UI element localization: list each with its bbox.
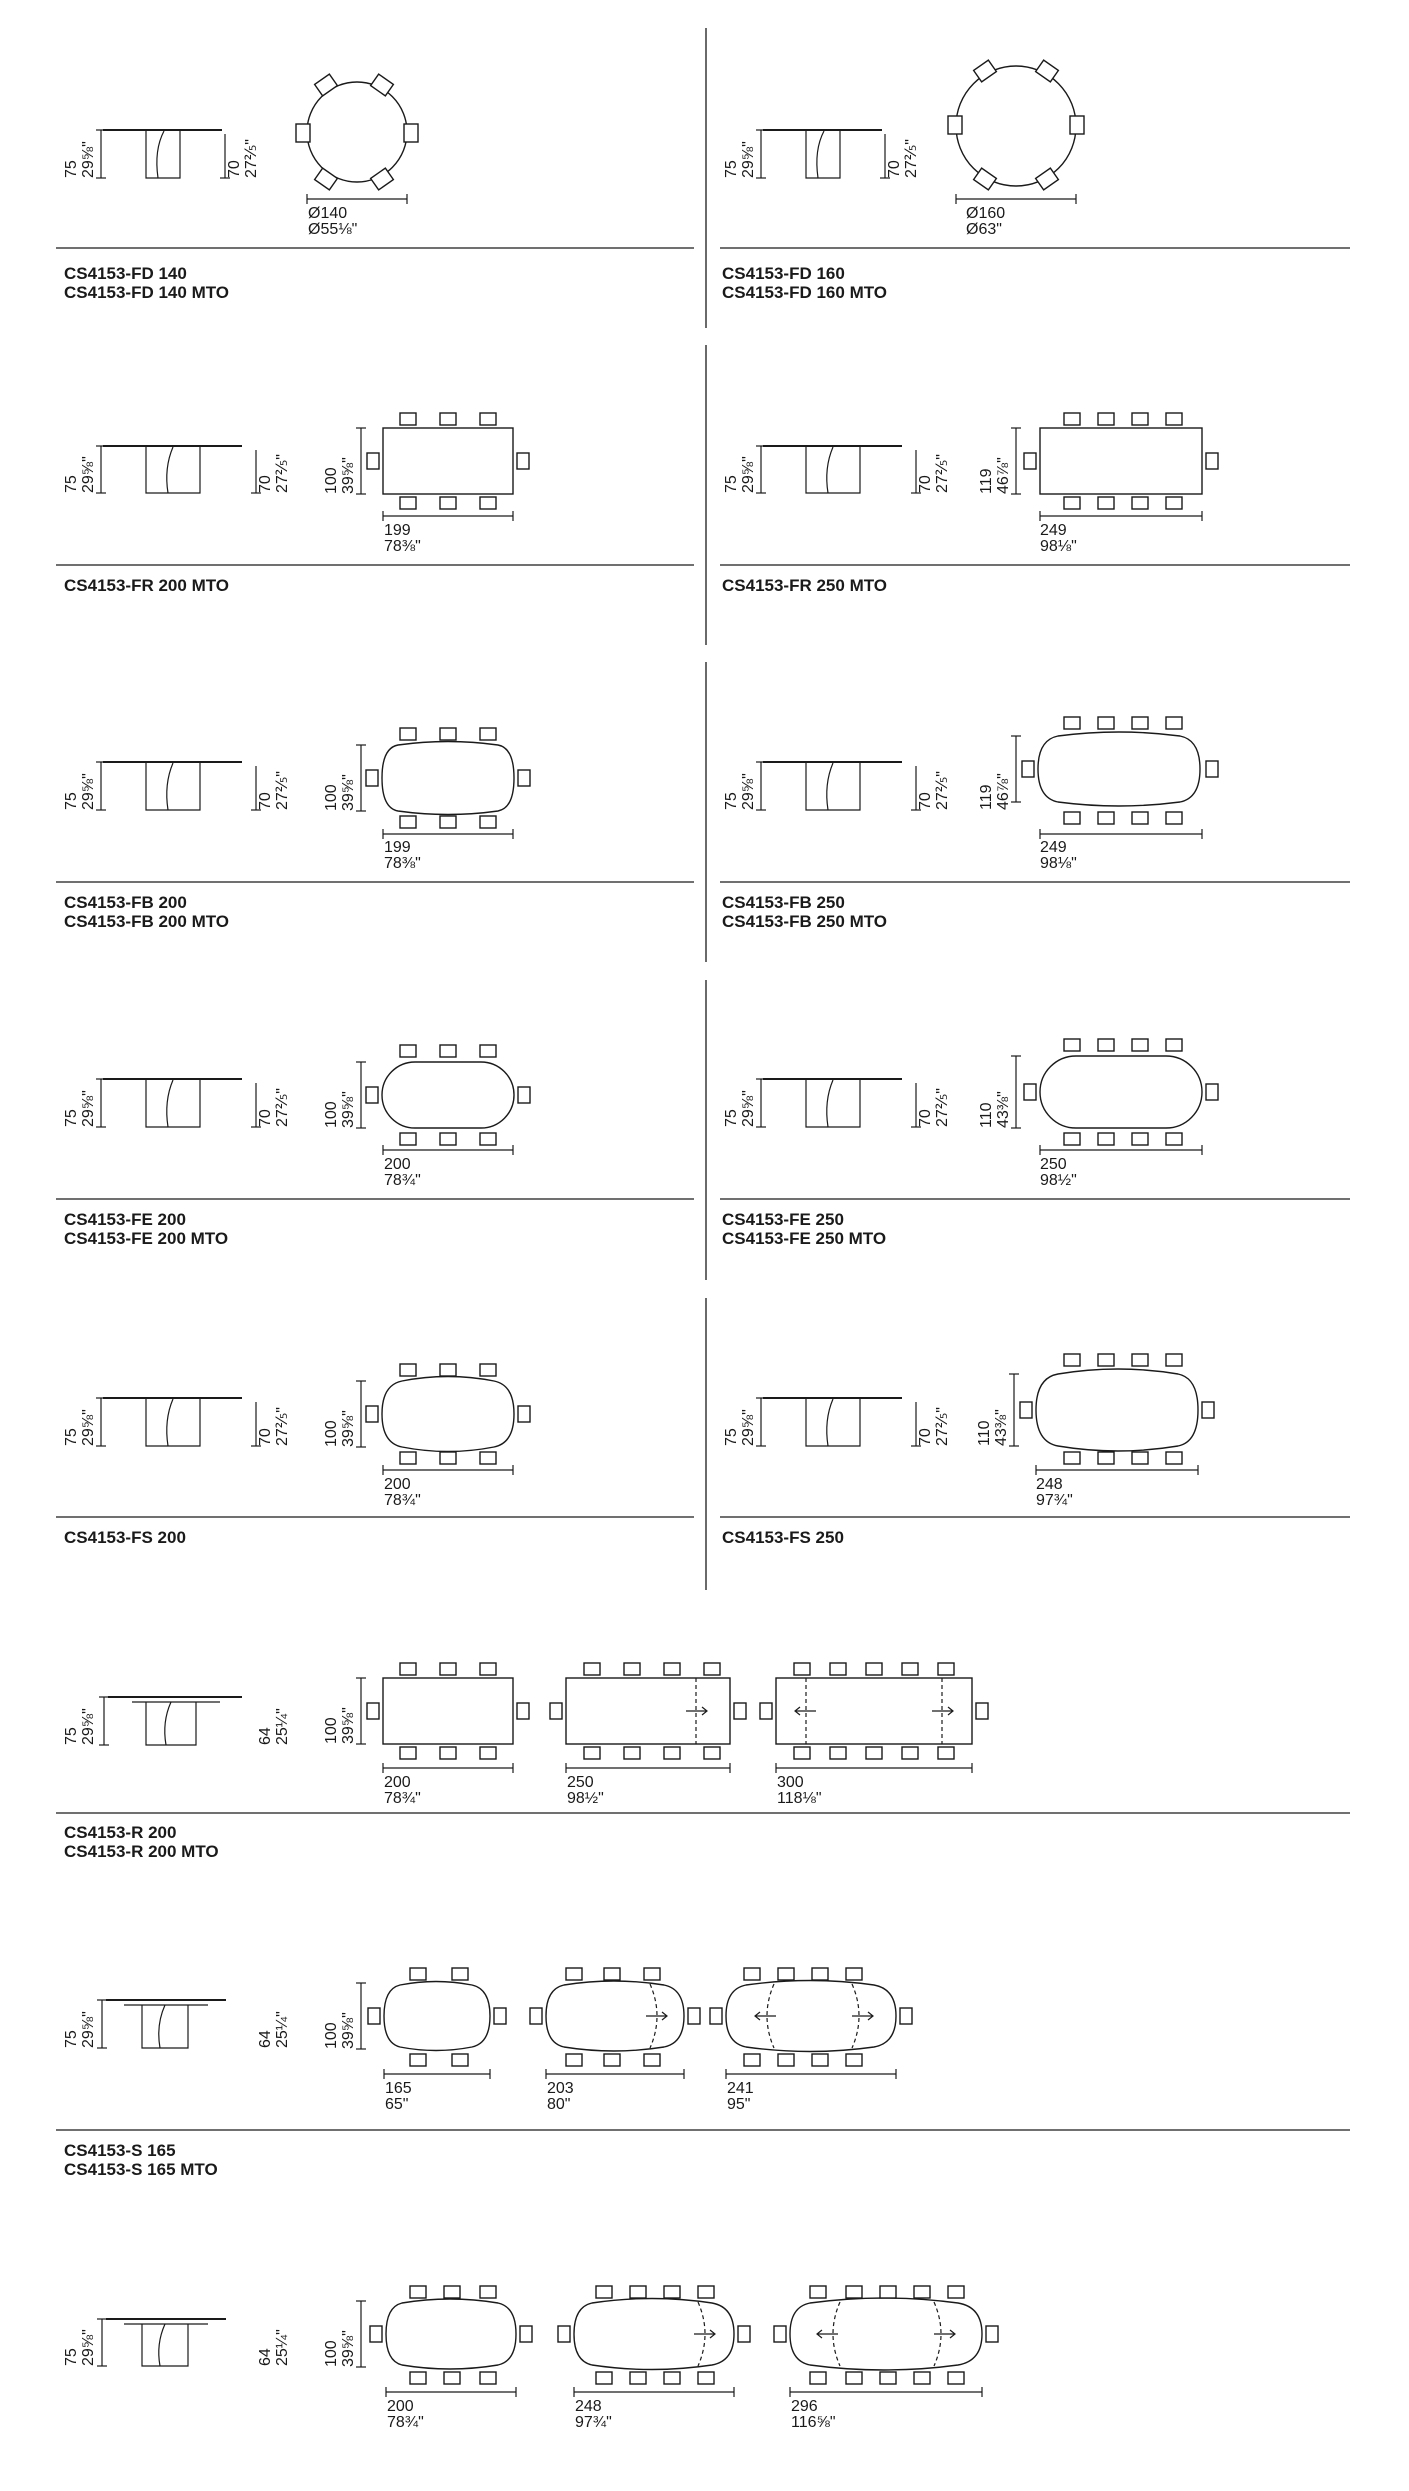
base-cm: 70 [917, 1428, 934, 1446]
diameter-in: Ø55⅛" [308, 221, 358, 238]
base-in: 25¼" [274, 1708, 291, 1745]
base-in: 25¼" [274, 2011, 291, 2048]
depth-in: 43⅜" [993, 1409, 1010, 1446]
base-in: 27⅖" [274, 1407, 291, 1446]
length-cm: 200 [384, 1476, 411, 1493]
barrel-plan-view [1011, 717, 1218, 839]
base-cm: 70 [886, 160, 903, 178]
elevation-view [96, 1398, 261, 1446]
height-in: 29⅝" [80, 141, 97, 178]
soft-plan-closed [368, 1968, 506, 2079]
round-plan-view [948, 60, 1084, 204]
length-in: 78⅜" [384, 855, 421, 872]
section-fr-200 [56, 413, 694, 595]
depth-in: 39⅝" [340, 1091, 357, 1128]
soft-plan-two-extensions [774, 2286, 998, 2397]
section-fe-200 [56, 1045, 694, 1248]
model-code: CS4153-FB 250 [722, 893, 845, 912]
length-in: 78¾" [384, 1492, 421, 1509]
base-in: 27⅖" [903, 139, 920, 178]
depth-in: 46⅞" [995, 773, 1012, 810]
base-cm: 70 [257, 792, 274, 810]
length-cm: 199 [384, 839, 411, 856]
base-in: 27⅖" [934, 454, 951, 493]
depth-cm: 100 [323, 467, 340, 494]
depth-in: 39⅝" [340, 2330, 357, 2367]
length-in: 116⅝" [791, 2414, 836, 2431]
length-in: 98⅛" [1040, 855, 1077, 872]
length-cm: 250 [1040, 1156, 1067, 1173]
length-cm: 248 [1036, 1476, 1063, 1493]
length-in: 65" [385, 2096, 409, 2113]
diameter-in: Ø63" [966, 221, 1002, 238]
model-code: CS4153-FE 200 [64, 1210, 186, 1229]
length-cm: 165 [385, 2080, 412, 2097]
length-cm: 200 [387, 2398, 414, 2415]
elevation-view [756, 130, 890, 178]
length-in: 98⅛" [1040, 538, 1077, 555]
base-in: 27⅖" [274, 454, 291, 493]
length-in: 95" [727, 2096, 751, 2113]
section-fb-200 [56, 728, 694, 931]
height-cm: 75 [63, 2030, 80, 2048]
length-cm: 200 [384, 1156, 411, 1173]
section-r-200 [56, 1663, 1350, 1861]
height-cm: 75 [63, 2348, 80, 2366]
oval-plan-view [356, 1045, 530, 1155]
barrel-plan-view [356, 728, 530, 839]
height-cm: 75 [63, 160, 80, 178]
rect-plan-one-extension [550, 1663, 746, 1773]
height-cm: 75 [723, 1109, 740, 1127]
soft-plan-view [356, 1364, 530, 1475]
base-in: 27⅖" [243, 139, 260, 178]
length-in: 78¾" [384, 1790, 421, 1807]
model-code: CS4153-FE 250 [722, 1210, 844, 1229]
diameter-cm: Ø140 [308, 205, 348, 222]
height-in: 29⅝" [80, 456, 97, 493]
elevation-view [96, 130, 230, 178]
length-in: 97¾" [575, 2414, 612, 2431]
depth-in: 39⅝" [340, 1410, 357, 1447]
length-in: 78¾" [384, 1172, 421, 1189]
base-cm: 70 [917, 475, 934, 493]
depth-in: 43⅜" [995, 1091, 1012, 1128]
model-code: CS4153-FD 160 [722, 264, 845, 283]
rect-plan-view [356, 413, 529, 521]
depth-cm: 100 [323, 784, 340, 811]
length-cm: 203 [547, 2080, 574, 2097]
length-cm: 248 [575, 2398, 602, 2415]
section-s-200 [63, 2286, 998, 2431]
elevation-view [756, 1398, 921, 1446]
base-cm: 70 [257, 1428, 274, 1446]
length-cm: 249 [1040, 522, 1067, 539]
length-cm: 199 [384, 522, 411, 539]
length-cm: 250 [567, 1774, 594, 1791]
height-cm: 75 [723, 792, 740, 810]
base-in: 27⅖" [934, 1088, 951, 1127]
rect-plan-closed [367, 1663, 529, 1773]
depth-cm: 119 [978, 784, 995, 810]
soft-plan-one-extension [530, 1968, 700, 2079]
model-code: CS4153-FB 250 MTO [722, 912, 888, 931]
height-cm: 75 [63, 792, 80, 810]
model-code: CS4153-FB 200 MTO [64, 912, 230, 931]
height-in: 29⅝" [740, 456, 757, 493]
elevation-view [96, 446, 261, 493]
length-in: 118⅛" [777, 1790, 822, 1807]
section-fs-200 [56, 1364, 694, 1547]
soft-plan-one-extension [558, 2286, 750, 2397]
elevation-view [756, 1079, 921, 1127]
depth-in: 46⅞" [995, 457, 1012, 494]
height-cm: 75 [723, 1428, 740, 1446]
section-s-165 [56, 1968, 1350, 2179]
height-cm: 75 [723, 160, 740, 178]
height-cm: 75 [723, 475, 740, 493]
section-fb-250 [720, 717, 1350, 931]
base-in: 27⅖" [274, 771, 291, 810]
model-code: CS4153-FS 250 [722, 1528, 844, 1547]
base-cm: 70 [917, 1109, 934, 1127]
length-in: 78⅜" [384, 538, 421, 555]
length-in: 98½" [567, 1790, 604, 1807]
base-cm: 70 [226, 160, 243, 178]
depth-cm: 110 [976, 1420, 993, 1446]
elevation-view [97, 2000, 226, 2048]
height-in: 29⅝" [740, 773, 757, 810]
elevation-view [756, 762, 921, 810]
model-code: CS4153-FR 250 MTO [722, 576, 888, 595]
section-fe-250 [720, 1039, 1350, 1248]
base-in: 27⅖" [934, 1407, 951, 1446]
height-cm: 75 [63, 1727, 80, 1745]
base-cm: 64 [257, 2348, 274, 2366]
base-cm: 64 [257, 1727, 274, 1745]
base-in: 27⅖" [274, 1088, 291, 1127]
length-cm: 300 [777, 1774, 804, 1791]
elevation-view [99, 1697, 242, 1745]
base-cm: 70 [257, 1109, 274, 1127]
section-fd-160 [720, 60, 1350, 302]
height-in: 29⅝" [80, 1409, 97, 1446]
height-cm: 75 [63, 475, 80, 493]
rect-plan-two-extensions [760, 1663, 988, 1773]
model-code: CS4153-FE 250 MTO [722, 1229, 887, 1248]
model-code: CS4153-S 165 [64, 2141, 176, 2160]
base-cm: 64 [257, 2030, 274, 2048]
model-code: CS4153-R 200 MTO [64, 1842, 219, 1861]
height-cm: 75 [63, 1428, 80, 1446]
height-in: 29⅝" [740, 1090, 757, 1127]
base-cm: 70 [917, 792, 934, 810]
oval-plan-view [1011, 1039, 1218, 1155]
diameter-cm: Ø160 [966, 205, 1006, 222]
round-plan-view [296, 74, 418, 204]
section-fs-250 [720, 1354, 1350, 1547]
rect-plan-view [1011, 413, 1218, 521]
length-in: 98½" [1040, 1172, 1077, 1189]
length-in: 97¾" [1036, 1492, 1073, 1509]
length-cm: 200 [384, 1774, 411, 1791]
depth-cm: 100 [323, 2340, 340, 2367]
depth-cm: 100 [323, 2022, 340, 2049]
elevation-view [97, 2319, 226, 2366]
height-in: 29⅝" [740, 1409, 757, 1446]
soft-plan-two-extensions [710, 1968, 912, 2079]
soft-plan-closed [370, 2286, 532, 2397]
height-in: 29⅝" [740, 141, 757, 178]
depth-in: 39⅝" [340, 1707, 357, 1744]
base-in: 27⅖" [934, 771, 951, 810]
height-in: 29⅝" [80, 2011, 97, 2048]
height-in: 29⅝" [80, 1090, 97, 1127]
base-cm: 70 [257, 475, 274, 493]
base-in: 25¼" [274, 2329, 291, 2366]
model-code: CS4153-FD 140 MTO [64, 283, 230, 302]
depth-cm: 100 [323, 1420, 340, 1447]
length-in: 78¾" [387, 2414, 424, 2431]
model-code: CS4153-FS 200 [64, 1528, 186, 1547]
depth-cm: 110 [978, 1102, 995, 1128]
depth-cm: 100 [323, 1717, 340, 1744]
length-cm: 241 [727, 2080, 754, 2097]
model-code: CS4153-FD 160 MTO [722, 283, 888, 302]
section-fr-250 [720, 413, 1350, 595]
model-code: CS4153-FB 200 [64, 893, 187, 912]
elevation-view [96, 762, 261, 810]
model-code: CS4153-S 165 MTO [64, 2160, 218, 2179]
depth-cm: 100 [323, 1101, 340, 1128]
height-in: 29⅝" [80, 2329, 97, 2366]
length-cm: 249 [1040, 839, 1067, 856]
section-fd-140 [56, 74, 694, 302]
length-cm: 296 [791, 2398, 818, 2415]
depth-in: 39⅝" [340, 774, 357, 811]
model-code: CS4153-FE 200 MTO [64, 1229, 229, 1248]
depth-in: 39⅝" [340, 2012, 357, 2049]
length-in: 80" [547, 2096, 571, 2113]
depth-in: 39⅝" [340, 457, 357, 494]
elevation-view [756, 446, 921, 493]
height-cm: 75 [63, 1109, 80, 1127]
model-code: CS4153-FR 200 MTO [64, 576, 230, 595]
elevation-view [96, 1079, 261, 1127]
model-code: CS4153-FD 140 [64, 264, 187, 283]
model-code: CS4153-R 200 [64, 1823, 177, 1842]
depth-cm: 119 [978, 468, 995, 494]
height-in: 29⅝" [80, 1708, 97, 1745]
soft-plan-view [1009, 1354, 1214, 1475]
height-in: 29⅝" [80, 773, 97, 810]
